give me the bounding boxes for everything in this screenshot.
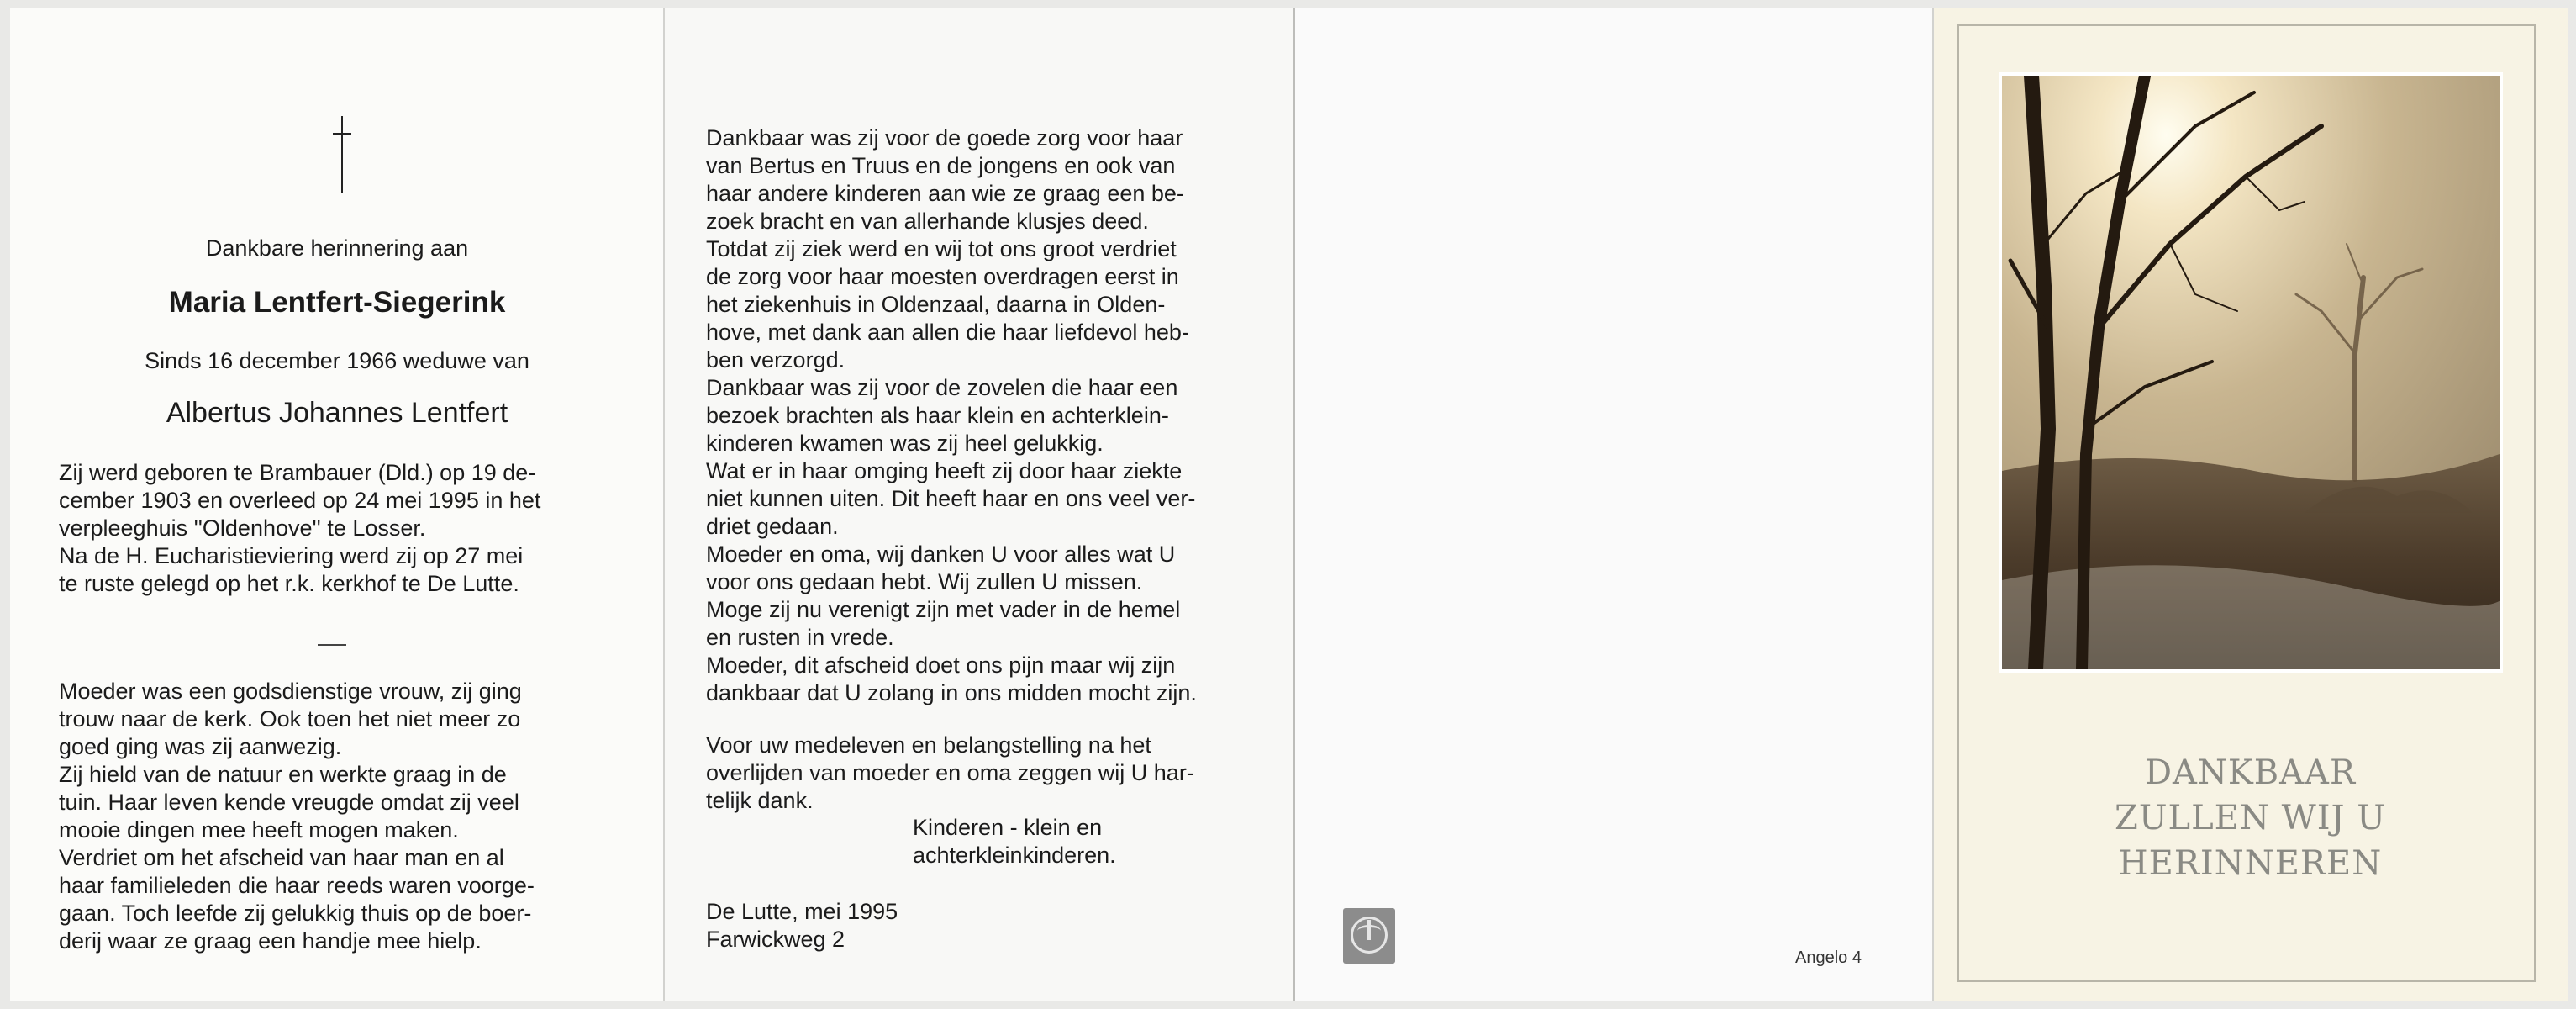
memory-text xyxy=(59,678,535,955)
biography-line: cember 1903 en overleed op 24 mei 1995 in het xyxy=(59,488,541,513)
thanks-text xyxy=(706,732,1194,815)
gratitude-line: dankbaar dat U zolang in ons midden mocht zijn. xyxy=(706,680,1197,705)
motto-line: ZULLEN WIJ U xyxy=(2115,799,2386,837)
cover-motto xyxy=(1933,750,2568,886)
signature-line: Kinderen - klein en xyxy=(913,815,1103,840)
widow-line: Sinds 16 december 1966 weduwe van xyxy=(145,348,529,373)
thanks-line: Voor uw medeleven en belangstelling na het xyxy=(706,732,1151,758)
memory-line: haar familieleden die haar reeds waren voorge- xyxy=(59,873,535,898)
gratitude-line: Moeder en oma, wij danken U voor alles wat U xyxy=(706,541,1176,567)
fold-line xyxy=(663,8,665,1001)
address: Farwickweg 2 xyxy=(706,927,845,952)
biography-line: verpleeghuis ''Oldenhove'' te Losser. xyxy=(59,515,426,541)
cover-panel xyxy=(1933,8,2568,1001)
separator-dash xyxy=(318,644,346,646)
middle-panel xyxy=(664,8,1294,1001)
memory-line: derij waar ze graag een handje mee hielp. xyxy=(59,928,482,954)
cross-icon xyxy=(321,116,363,193)
back-panel xyxy=(1294,8,1933,1001)
husband-name: Albertus Johannes Lentfert xyxy=(166,397,508,429)
gratitude-line: de zorg voor haar moesten overdragen eerst in xyxy=(706,264,1179,289)
motto-line: DANKBAAR xyxy=(2144,753,2357,792)
gratitude-line: Dankbaar was zij voor de goede zorg voor haar xyxy=(706,125,1183,151)
gratitude-line: kinderen kwamen was zij heel gelukkig. xyxy=(706,431,1104,456)
product-code: Angelo 4 xyxy=(1795,948,1862,967)
gratitude-line: Totdat zij ziek werd en wij tot ons groot verdriet xyxy=(706,236,1177,261)
remembrance-heading: Dankbare herinnering aan xyxy=(205,235,469,261)
gratitude-line: haar andere kinderen aan wie ze graag een be- xyxy=(706,181,1184,206)
biography-line: Na de H. Eucharistieviering werd zij op 27 mei xyxy=(59,543,524,568)
gratitude-line: Dankbaar was zij voor de zovelen die haar een xyxy=(706,375,1178,400)
biography-line: te ruste gelegd op het r.k. kerkhof te De Lutte. xyxy=(59,571,519,596)
memory-line: Moeder was een godsdienstige vrouw, zij ging xyxy=(59,679,522,704)
gratitude-line: en rusten in vrede. xyxy=(706,625,894,650)
gratitude-line: Moeder, dit afscheid doet ons pijn maar wij zijn xyxy=(706,652,1176,678)
memory-line: Zij hield van de natuur en werkte graag in de xyxy=(59,762,507,787)
thanks-line: overlijden van moeder en oma zeggen wij U har- xyxy=(706,760,1194,785)
gratitude-text xyxy=(706,124,1197,707)
gratitude-line: Wat er in haar omging heeft zij door haar ziekte xyxy=(706,458,1183,483)
misty-trees-photo xyxy=(1999,72,2503,673)
gratitude-line: Moge zij nu verenigt zijn met vader in de hemel xyxy=(706,597,1181,622)
gratitude-line: voor ons gedaan hebt. Wij zullen U missen. xyxy=(706,569,1143,594)
fold-line xyxy=(1293,8,1295,1001)
memory-line: tuin. Haar leven kende vreugde omdat zij veel xyxy=(59,790,519,815)
left-panel xyxy=(10,8,664,1001)
motto-line: HERINNEREN xyxy=(2118,844,2383,883)
deceased-name: Maria Lentfert-Siegerink xyxy=(168,286,506,319)
gratitude-line: ben verzorgd. xyxy=(706,347,845,372)
biography-text xyxy=(59,459,540,598)
gratitude-line: driet gedaan. xyxy=(706,514,839,539)
memory-line: goed ging was zij aanwezig. xyxy=(59,734,342,759)
publisher-logo-icon xyxy=(1343,908,1395,964)
gratitude-line: hove, met dank aan allen die haar liefdevol heb- xyxy=(706,320,1189,345)
gratitude-line: het ziekenhuis in Oldenzaal, daarna in Olden- xyxy=(706,292,1166,317)
gratitude-line: bezoek brachten als haar klein en achterklein- xyxy=(706,403,1169,428)
gratitude-line: zoek bracht en van allerhande klusjes deed. xyxy=(706,209,1149,234)
biography-line: Zij werd geboren te Brambauer (Dld.) op 19 de- xyxy=(59,460,536,485)
thanks-line: telijk dank. xyxy=(706,788,814,813)
memory-line: trouw naar de kerk. Ook toen het niet meer zo xyxy=(59,706,521,732)
signature-line: achterkleinkinderen. xyxy=(913,843,1116,868)
memory-line: Verdriet om het afscheid van haar man en al xyxy=(59,845,504,870)
memory-line: mooie dingen mee heeft mogen maken. xyxy=(59,817,459,843)
place-date: De Lutte, mei 1995 xyxy=(706,899,898,924)
fold-line xyxy=(1932,8,1934,1001)
gratitude-line: niet kunnen uiten. Dit heeft haar en ons veel ver- xyxy=(706,486,1196,511)
signature xyxy=(913,814,1116,869)
memory-line: gaan. Toch leefde zij gelukkig thuis op de boer- xyxy=(59,901,532,926)
gratitude-line: van Bertus en Truus en de jongens en ook van xyxy=(706,153,1176,178)
